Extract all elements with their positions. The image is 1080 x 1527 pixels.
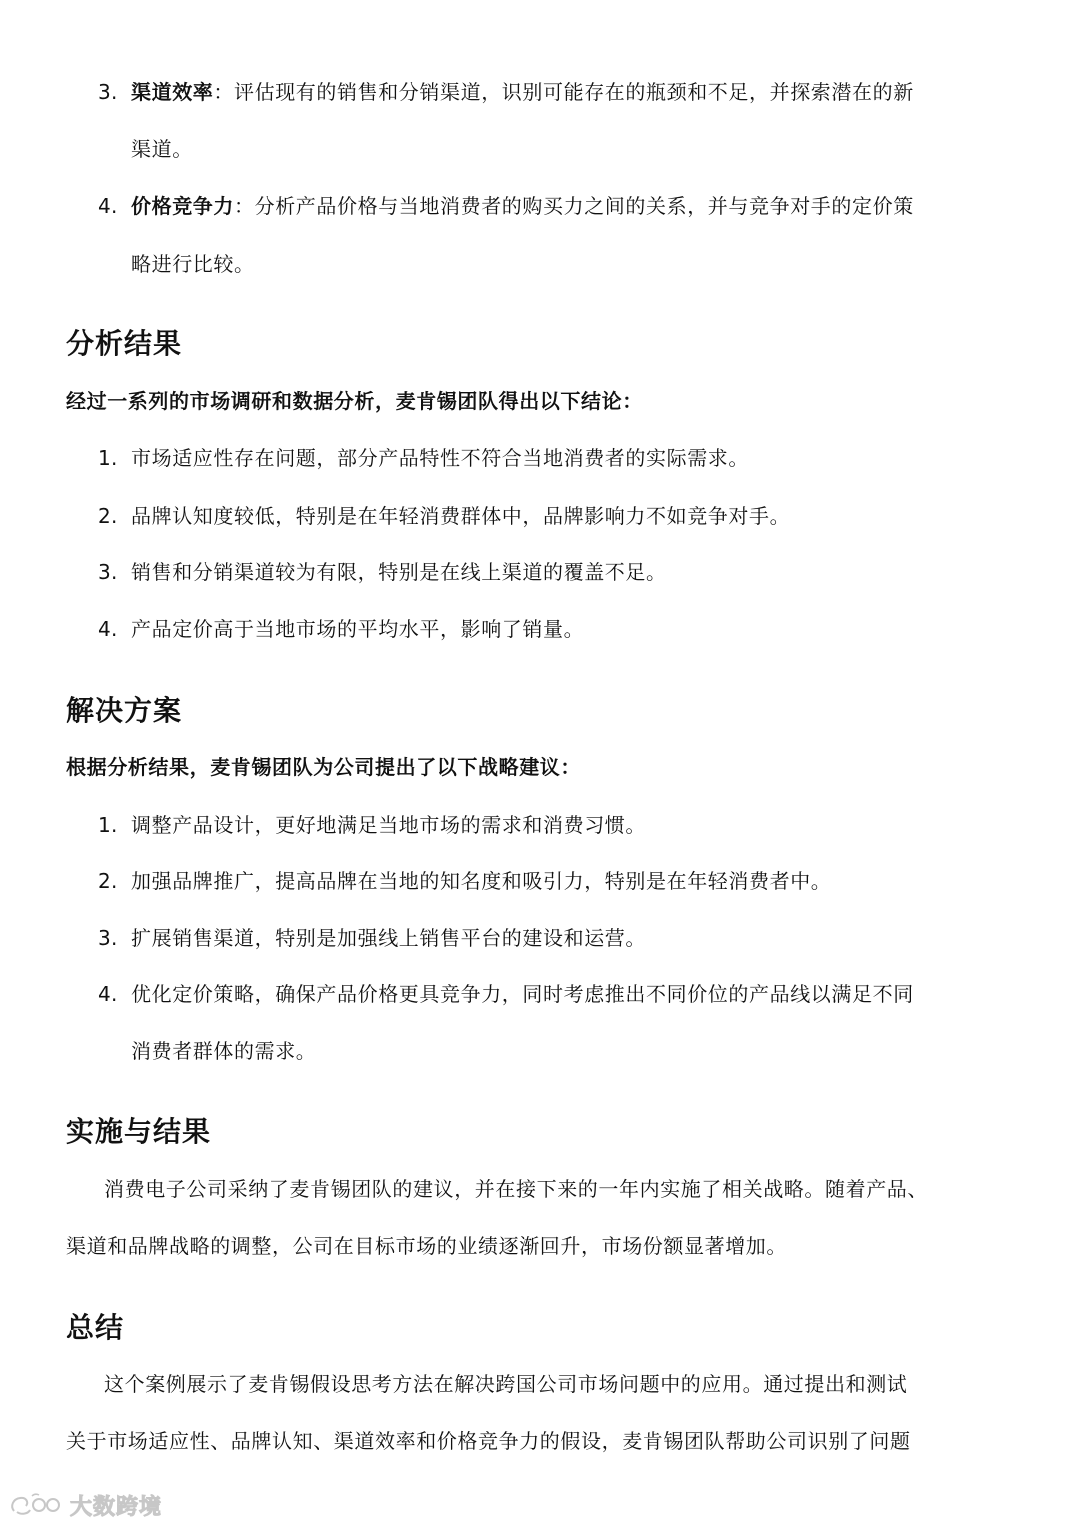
list-item-description: ：评估现有的销售和分销渠道，识别可能存在的瓶颈和不足，并探索潜在的新: [213, 80, 914, 104]
list-number: 2.: [98, 869, 118, 893]
list-number: 3.: [98, 560, 118, 584]
weibo-logo-icon: [8, 1491, 64, 1519]
list-item-description: ：分析产品价格与当地消费者的购买力之间的关系，并与竞争对手的定价策: [234, 194, 914, 218]
list-item-text: 调整产品设计，更好地满足当地市场的需求和消费习惯。: [131, 813, 646, 837]
list-item-text-continued: 渠道。: [131, 137, 193, 161]
list-number: 4.: [98, 194, 118, 218]
list-item-term: 价格竞争力: [131, 194, 234, 218]
paragraph-line: 渠道和品牌战略的调整，公司在目标市场的业绩逐渐回升，市场份额显著增加。: [66, 1234, 787, 1258]
paragraph-line: 关于市场适应性、品牌认知、渠道效率和价格竞争力的假设，麦肯锡团队帮助公司识别了问题: [66, 1429, 911, 1453]
section-heading-solution: 解决方案: [66, 694, 183, 727]
section-heading-implementation: 实施与结果: [66, 1115, 212, 1148]
list-item-text: 加强品牌推广，提高品牌在当地的知名度和吸引力，特别是在年轻消费者中。: [131, 869, 832, 893]
list-item-text: 销售和分销渠道较为有限，特别是在线上渠道的覆盖不足。: [131, 560, 667, 584]
list-number: 3.: [98, 926, 118, 950]
list-number: 4.: [98, 982, 118, 1006]
list-item-text: 市场适应性存在问题，部分产品特性不符合当地消费者的实际需求。: [131, 446, 749, 470]
list-item-text: 品牌认知度较低，特别是在年轻消费群体中，品牌影响力不如竞争对手。: [131, 504, 791, 528]
list-item-text-continued: 略进行比较。: [131, 252, 255, 276]
list-item-text: [131, 77, 914, 107]
paragraph-line: 消费电子公司采纳了麦肯锡团队的建议，并在接下来的一年内实施了相关战略。随着产品、: [104, 1177, 928, 1201]
section-heading-summary: 总结: [66, 1311, 125, 1344]
list-number: 3.: [98, 80, 118, 104]
list-number: 1.: [98, 446, 118, 470]
section-heading-analysis: 分析结果: [66, 327, 183, 360]
section-lead-analysis: 经过一系列的市场调研和数据分析，麦肯锡团队得出以下结论：: [66, 389, 643, 413]
list-item-term: 渠道效率: [131, 80, 214, 104]
list-number: 1.: [98, 813, 118, 837]
list-item-text: 扩展销售渠道，特别是加强线上销售平台的建设和运营。: [131, 926, 646, 950]
watermark-text: 大数跨境: [70, 1494, 163, 1520]
section-lead-solution: 根据分析结果，麦肯锡团队为公司提出了以下战略建议：: [66, 755, 581, 779]
list-item-text-continued: 消费者群体的需求。: [131, 1039, 317, 1063]
list-item-text: 产品定价高于当地市场的平均水平，影响了销量。: [131, 617, 585, 641]
watermark: [8, 1489, 162, 1521]
paragraph-line: 这个案例展示了麦肯锡假设思考方法在解决跨国公司市场问题中的应用。通过提出和测试: [104, 1372, 908, 1396]
list-number: 2.: [98, 504, 118, 528]
list-item-text: 优化定价策略，确保产品价格更具竞争力，同时考虑推出不同价位的产品线以满足不同: [131, 982, 914, 1006]
list-item-text: [131, 191, 914, 221]
list-number: 4.: [98, 617, 118, 641]
